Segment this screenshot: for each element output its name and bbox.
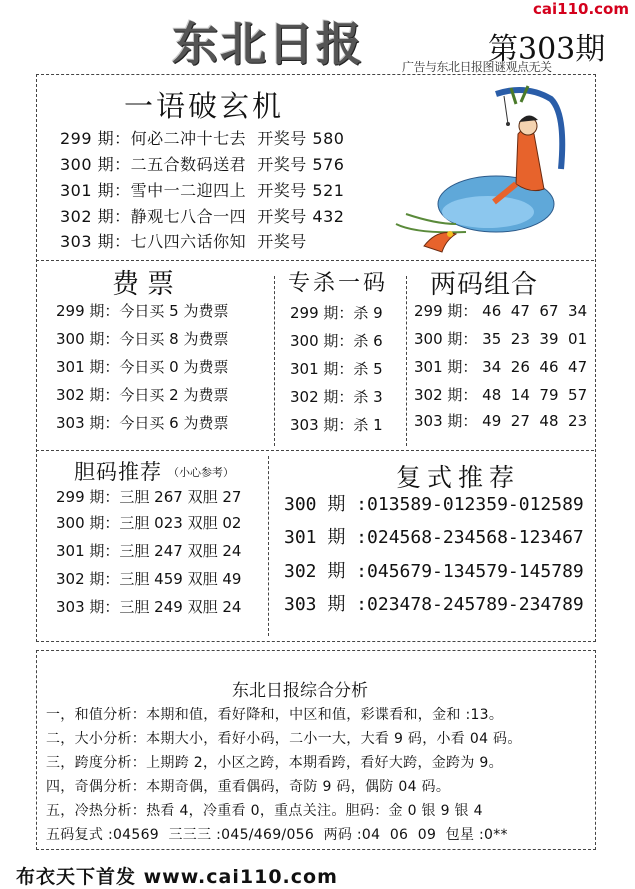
yiyu-title: 一语破玄机 bbox=[124, 89, 285, 123]
fushi-row: 303 期 :023478-245789-234789 bbox=[284, 594, 584, 615]
bird-illustration-icon bbox=[420, 218, 462, 256]
feipiao-row: 300 期：今日买 8 为费票 bbox=[56, 330, 229, 348]
yiyu-row: 302 期：静观七八合一四 开奖号 432 bbox=[60, 207, 345, 226]
analysis-row: 五码复式 :04569 三三三 :045/469/056 两码 :04 06 09 包星 :0** bbox=[46, 827, 508, 843]
fushi-row: 300 期 :013589-012359-012589 bbox=[284, 494, 584, 515]
liangma-row: 299 期： 46 47 67 34 bbox=[414, 302, 588, 320]
site-logo-text[interactable]: cai110.com bbox=[533, 0, 629, 18]
analysis-row: 三，跨度分析：上期跨 2，小区之跨，本期看跨，看好大跨，金跨为 9。 bbox=[46, 755, 503, 771]
fushi-title: 复式推荐 bbox=[396, 463, 521, 492]
zhuansha-row: 302 期：杀 3 bbox=[290, 388, 383, 406]
analysis-title: 东北日报综合分析 bbox=[232, 681, 368, 701]
fushi-row: 301 期 :024568-234568-123467 bbox=[284, 527, 584, 548]
zhuansha-row: 300 期：杀 6 bbox=[290, 332, 383, 350]
divider-line bbox=[36, 450, 594, 451]
feipiao-row: 301 期：今日买 0 为费票 bbox=[56, 358, 229, 376]
danma-note: （小心参考） bbox=[168, 466, 234, 479]
divider-line bbox=[274, 276, 275, 446]
feipiao-row: 299 期：今日买 5 为费票 bbox=[56, 302, 229, 320]
fushi-row: 302 期 :045679-134579-145789 bbox=[284, 561, 584, 582]
yiyu-row: 299 期：何必二冲十七去 开奖号 580 bbox=[60, 129, 345, 148]
liangma-row: 302 期： 48 14 79 57 bbox=[414, 386, 588, 404]
issue-number: 第303期 bbox=[488, 32, 606, 67]
danma-row: 302 期：三胆 459 双胆 49 bbox=[56, 570, 242, 588]
divider-line bbox=[406, 276, 407, 446]
footer-text: 布衣天下首发 www.cai110.com bbox=[16, 866, 338, 888]
feipiao-row: 303 期：今日买 6 为费票 bbox=[56, 414, 229, 432]
zhuansha-title: 专杀一码 bbox=[288, 271, 389, 296]
yiyu-row: 303 期：七八四六话你知 开奖号 bbox=[60, 232, 307, 251]
analysis-row: 二，大小分析：本期大小，看好小码，二小一大，大看 9 码，小看 04 码。 bbox=[46, 731, 522, 747]
zhuansha-row: 301 期：杀 5 bbox=[290, 360, 383, 378]
yiyu-row: 301 期：雪中一二迎四上 开奖号 521 bbox=[60, 181, 345, 200]
liangma-title: 两码组合 bbox=[430, 270, 539, 300]
fisher-illustration-icon bbox=[376, 74, 594, 254]
feipiao-row: 302 期：今日买 2 为费票 bbox=[56, 386, 229, 404]
analysis-row: 一，和值分析：本期和值，看好降和，中区和值，彩谍看和，金和 :13。 bbox=[46, 707, 504, 723]
divider-line bbox=[36, 260, 594, 261]
danma-title: 胆码推荐 bbox=[74, 460, 162, 484]
liangma-row: 300 期： 35 23 39 01 bbox=[414, 330, 588, 348]
yiyu-row: 300 期：二五合数码送君 开奖号 576 bbox=[60, 155, 345, 174]
danma-row: 300 期：三胆 023 双胆 02 bbox=[56, 514, 242, 532]
danma-row: 299 期：三胆 267 双胆 27 bbox=[56, 488, 242, 506]
zhuansha-row: 299 期：杀 9 bbox=[290, 304, 383, 322]
divider-line bbox=[268, 456, 269, 636]
analysis-row: 五，冷热分析：热看 4，冷重看 0，重点关注。胆码：金 0 银 9 银 4 bbox=[46, 803, 483, 819]
danma-row: 301 期：三胆 247 双胆 24 bbox=[56, 542, 242, 560]
masthead-title: 东北日报 bbox=[172, 17, 364, 71]
zhuansha-row: 303 期：杀 1 bbox=[290, 416, 383, 434]
feipiao-title: 费票 bbox=[112, 269, 182, 300]
analysis-row: 四，奇偶分析：本期奇偶，重看偶码，奇防 9 码，偶防 04 码。 bbox=[46, 779, 451, 795]
disclaimer-text: 广告与东北日报图谜观点无关 bbox=[402, 60, 552, 74]
liangma-row: 301 期： 34 26 46 47 bbox=[414, 358, 588, 376]
liangma-row: 303 期： 49 27 48 23 bbox=[414, 412, 588, 430]
danma-row: 303 期：三胆 249 双胆 24 bbox=[56, 598, 242, 616]
